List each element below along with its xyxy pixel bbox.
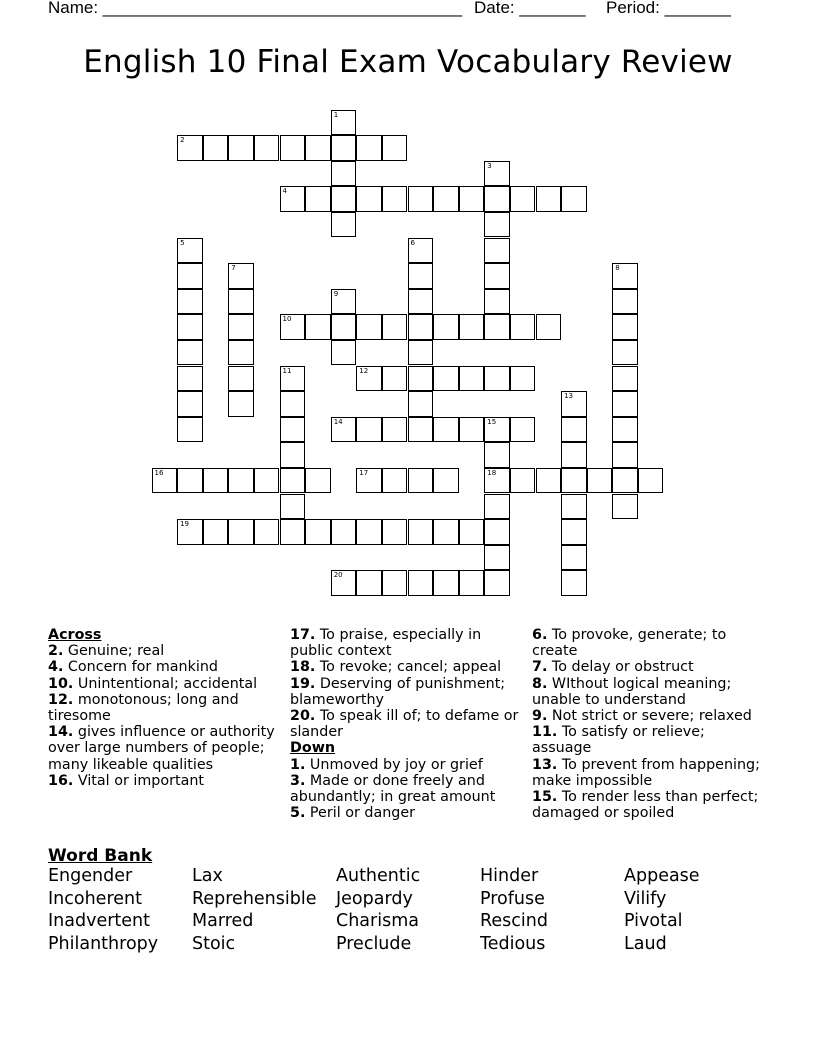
clue-number: 6 xyxy=(410,238,415,247)
clue-item: 1. Unmoved by joy or grief xyxy=(290,756,483,773)
crossword-cell[interactable] xyxy=(408,519,434,545)
crossword-cell[interactable] xyxy=(280,186,306,212)
word-bank-item: Pivotal xyxy=(624,911,683,932)
clue-number-label: 16. xyxy=(48,772,74,789)
clue-number-label: 20. xyxy=(290,708,316,725)
clue-number-label: 2. xyxy=(48,643,64,660)
crossword-cell[interactable] xyxy=(280,417,306,443)
crossword-cell[interactable] xyxy=(612,494,638,520)
crossword-cell[interactable] xyxy=(305,186,331,212)
crossword-cell[interactable] xyxy=(331,212,357,238)
crossword-cell[interactable] xyxy=(561,494,587,520)
word-bank-item: Engender xyxy=(48,866,133,886)
crossword-cell[interactable] xyxy=(459,519,485,545)
crossword-cell[interactable] xyxy=(484,263,510,289)
crossword-cell[interactable] xyxy=(280,314,306,340)
crossword-cell[interactable] xyxy=(484,468,510,494)
clue-number: 2 xyxy=(180,136,185,145)
clue-item: 8. WIthout logical meaning; unable to understand xyxy=(532,675,732,708)
crossword-cell[interactable] xyxy=(177,314,203,340)
crossword-cell[interactable] xyxy=(203,519,229,545)
clue-number: 17 xyxy=(359,468,369,477)
crossword-cell[interactable] xyxy=(484,314,510,340)
crossword-cell[interactable] xyxy=(459,570,485,596)
clue-number-label: 7. xyxy=(532,659,548,676)
crossword-cell[interactable] xyxy=(484,212,510,238)
crossword-cell[interactable] xyxy=(382,366,408,392)
crossword-cell[interactable] xyxy=(587,468,613,494)
crossword-cell[interactable] xyxy=(510,186,536,212)
crossword-cell[interactable] xyxy=(408,417,434,443)
crossword-cell[interactable] xyxy=(254,519,280,545)
crossword-cell[interactable] xyxy=(356,519,382,545)
crossword-cell[interactable] xyxy=(228,468,254,494)
crossword-cell[interactable] xyxy=(433,314,459,340)
clue-item: 4. Concern for mankind xyxy=(48,659,218,676)
clue-section-heading: Down xyxy=(290,740,336,757)
page-title: English 10 Final Exam Vocabulary Review xyxy=(83,44,733,80)
clue-item: 18. To revoke; cancel; appeal xyxy=(290,659,502,676)
crossword-cell[interactable] xyxy=(331,135,357,161)
clue-number-label: 18. xyxy=(290,659,316,676)
word-bank-item: Stoic xyxy=(192,933,236,954)
date-field[interactable]: Date: _______ xyxy=(474,0,586,17)
crossword-cell[interactable] xyxy=(177,238,203,264)
crossword-cell[interactable] xyxy=(561,442,587,468)
crossword-cell[interactable] xyxy=(561,468,587,494)
crossword-cell[interactable] xyxy=(612,289,638,315)
crossword-cell[interactable] xyxy=(203,468,229,494)
word-bank-item: Reprehensible xyxy=(192,888,317,909)
clue-number: 15 xyxy=(487,417,497,426)
clue-column-2 xyxy=(290,627,522,821)
crossword-cell[interactable] xyxy=(382,468,408,494)
crossword-cell[interactable] xyxy=(177,417,203,443)
word-bank-item: Inadvertent xyxy=(48,911,150,932)
clue-item: 12. monotonous; long and tiresome xyxy=(48,691,239,725)
clue-number: 5 xyxy=(180,238,185,247)
clue-number: 19 xyxy=(180,520,190,529)
crossword-cell[interactable] xyxy=(382,135,408,161)
clue-number: 11 xyxy=(282,366,292,375)
crossword-cell[interactable] xyxy=(408,340,434,366)
crossword-cell[interactable] xyxy=(228,391,254,417)
crossword-cell[interactable] xyxy=(612,468,638,494)
crossword-cell[interactable] xyxy=(510,366,536,392)
crossword-cell[interactable] xyxy=(484,417,510,443)
crossword-cell[interactable] xyxy=(331,289,357,315)
clue-column-3 xyxy=(532,627,764,821)
crossword-cell[interactable] xyxy=(433,417,459,443)
crossword-cell[interactable] xyxy=(177,289,203,315)
clue-number: 13 xyxy=(564,392,574,401)
crossword-cell[interactable] xyxy=(408,391,434,417)
crossword-cell[interactable] xyxy=(177,391,203,417)
crossword-cell[interactable] xyxy=(408,238,434,264)
word-bank-item: Laud xyxy=(624,933,667,954)
crossword-cell[interactable] xyxy=(280,391,306,417)
word-bank-item: Marred xyxy=(192,911,254,932)
crossword-cell[interactable] xyxy=(408,263,434,289)
crossword-cell[interactable] xyxy=(510,417,536,443)
clue-number: 10 xyxy=(282,315,292,324)
crossword-cell[interactable] xyxy=(561,391,587,417)
clue-number-label: 11. xyxy=(532,724,558,741)
clue-item: 11. To satisfy or relieve; assuage xyxy=(532,724,705,757)
crossword-cell[interactable] xyxy=(331,186,357,212)
clue-number: 9 xyxy=(333,289,339,298)
clue-number-label: 10. xyxy=(48,675,74,692)
clue-number-label: 4. xyxy=(48,659,64,676)
crossword-cell[interactable] xyxy=(356,186,382,212)
crossword-cell[interactable] xyxy=(280,494,306,520)
crossword-cell[interactable] xyxy=(459,314,485,340)
crossword-cell[interactable] xyxy=(254,135,280,161)
clue-item: 17. To praise, especially in public context xyxy=(290,627,482,660)
crossword-cell[interactable] xyxy=(510,468,536,494)
crossword-cell[interactable] xyxy=(408,366,434,392)
clue-number: 1 xyxy=(333,110,339,119)
crossword-cell[interactable] xyxy=(536,186,562,212)
crossword-cell[interactable] xyxy=(280,135,306,161)
crossword-cell[interactable] xyxy=(612,366,638,392)
crossword-cell[interactable] xyxy=(356,570,382,596)
clue-number: 14 xyxy=(333,417,343,426)
crossword-cell[interactable] xyxy=(331,161,357,187)
clue-number-label: 19. xyxy=(290,675,316,692)
clue-item: 16. Vital or important xyxy=(48,772,204,789)
clue-item: 14. gives influence or authority over large numbers of people; many likeable qualities xyxy=(48,724,275,773)
clue-number: 20 xyxy=(333,571,343,580)
clue-item: 7. To delay or obstruct xyxy=(532,659,694,676)
crossword-cell[interactable] xyxy=(536,314,562,340)
clue-number-label: 8. xyxy=(532,675,548,692)
crossword-cell[interactable] xyxy=(177,366,203,392)
name-field[interactable]: Name: ______________________________________ xyxy=(48,0,463,17)
crossword-cell[interactable] xyxy=(331,570,357,596)
clue-item: 20. To speak ill of; to defame or slander xyxy=(290,708,519,741)
crossword-cell[interactable] xyxy=(254,468,280,494)
crossword-cell[interactable] xyxy=(331,340,357,366)
clue-item: 13. To prevent from happening; make impossible xyxy=(532,756,760,789)
crossword-cell[interactable] xyxy=(280,468,306,494)
clue-number: 3 xyxy=(487,161,492,170)
clue-item: 6. To provoke, generate; to create xyxy=(532,627,727,660)
crossword-cell[interactable] xyxy=(561,519,587,545)
crossword-cell[interactable] xyxy=(408,314,434,340)
crossword-cell[interactable] xyxy=(177,263,203,289)
word-bank-item: Hinder xyxy=(480,866,539,886)
crossword-cell[interactable] xyxy=(280,519,306,545)
crossword-cell[interactable] xyxy=(356,468,382,494)
crossword-cell[interactable] xyxy=(612,263,638,289)
crossword-cell[interactable] xyxy=(612,314,638,340)
crossword-cell[interactable] xyxy=(433,570,459,596)
crossword-cell[interactable] xyxy=(331,519,357,545)
clue-number: 7 xyxy=(231,264,236,273)
crossword-cell[interactable] xyxy=(484,545,510,571)
period-field[interactable]: Period: _______ xyxy=(606,0,731,17)
crossword-cell[interactable] xyxy=(484,570,510,596)
crossword-cell[interactable] xyxy=(459,417,485,443)
crossword-cell[interactable] xyxy=(433,366,459,392)
crossword-cell[interactable] xyxy=(305,135,331,161)
crossword-cell[interactable] xyxy=(331,417,357,443)
crossword-cell[interactable] xyxy=(561,570,587,596)
crossword-cell[interactable] xyxy=(356,314,382,340)
crossword-cell[interactable] xyxy=(177,340,203,366)
clue-number: 8 xyxy=(615,264,620,273)
crossword-cell[interactable] xyxy=(228,289,254,315)
crossword-cell[interactable] xyxy=(280,366,306,392)
clue-number-label: 17. xyxy=(290,627,316,643)
clue-number: 18 xyxy=(487,468,497,477)
crossword-cell[interactable] xyxy=(484,161,510,187)
crossword-cell[interactable] xyxy=(382,186,408,212)
crossword-cell[interactable] xyxy=(331,314,357,340)
word-bank-item: Rescind xyxy=(480,911,548,932)
crossword-cell[interactable] xyxy=(612,417,638,443)
crossword-cell[interactable] xyxy=(331,110,357,136)
clue-number: 16 xyxy=(154,468,164,477)
clue-number-label: 13. xyxy=(532,756,558,773)
clue-number-label: 5. xyxy=(290,805,306,822)
crossword-cell[interactable] xyxy=(433,468,459,494)
clue-item: 10. Unintentional; accidental xyxy=(48,675,258,692)
clue-number-label: 15. xyxy=(532,789,558,806)
clue-item: 3. Made or done freely and abundantly; in great amount xyxy=(290,772,496,806)
crossword-cell[interactable] xyxy=(356,135,382,161)
crossword-cell[interactable] xyxy=(612,442,638,468)
crossword-cell[interactable] xyxy=(382,570,408,596)
crossword-cell[interactable] xyxy=(177,519,203,545)
word-bank-item: Jeopardy xyxy=(336,888,413,909)
clue-number-label: 1. xyxy=(290,756,306,773)
word-bank-item: Authentic xyxy=(336,866,421,886)
word-bank-item: Profuse xyxy=(480,888,545,909)
crossword-cell[interactable] xyxy=(356,366,382,392)
word-bank-item: Lax xyxy=(192,866,223,886)
word-bank-heading: Word Bank xyxy=(48,846,153,866)
clue-number-label: 12. xyxy=(48,691,74,708)
crossword-cell[interactable] xyxy=(152,468,178,494)
word-bank-item: Vilify xyxy=(624,888,667,909)
crossword-cell[interactable] xyxy=(228,519,254,545)
clue-item: 2. Genuine; real xyxy=(48,643,165,660)
crossword-cell[interactable] xyxy=(638,468,664,494)
word-bank-item: Incoherent xyxy=(48,888,142,909)
crossword-cell[interactable] xyxy=(484,442,510,468)
clue-section-heading: Across xyxy=(48,627,102,643)
crossword-cell[interactable] xyxy=(280,442,306,468)
crossword-cell[interactable] xyxy=(561,545,587,571)
crossword-cell[interactable] xyxy=(510,314,536,340)
crossword-cell[interactable] xyxy=(228,135,254,161)
crossword-cell[interactable] xyxy=(305,519,331,545)
crossword-cell[interactable] xyxy=(408,570,434,596)
crossword-cell[interactable] xyxy=(408,289,434,315)
crossword-cell[interactable] xyxy=(305,314,331,340)
clue-number: 12 xyxy=(359,366,369,375)
crossword-cell[interactable] xyxy=(484,519,510,545)
crossword-cell[interactable] xyxy=(382,417,408,443)
crossword-cell[interactable] xyxy=(228,314,254,340)
crossword-cell[interactable] xyxy=(408,468,434,494)
clue-item: 5. Peril or danger xyxy=(290,805,416,822)
crossword-cell[interactable] xyxy=(459,186,485,212)
crossword-cell[interactable] xyxy=(356,417,382,443)
crossword-cell[interactable] xyxy=(536,468,562,494)
crossword-cell[interactable] xyxy=(484,366,510,392)
clue-number: 4 xyxy=(282,187,287,196)
clue-number-label: 9. xyxy=(532,708,548,725)
crossword-cell[interactable] xyxy=(203,135,229,161)
crossword-cell[interactable] xyxy=(382,519,408,545)
crossword-cell[interactable] xyxy=(484,289,510,315)
crossword-cell[interactable] xyxy=(484,238,510,264)
clue-item: 15. To render less than perfect; damaged or spoiled xyxy=(532,789,759,822)
crossword-cell[interactable] xyxy=(433,519,459,545)
clue-number-label: 3. xyxy=(290,772,306,789)
clue-item: 9. Not strict or severe; relaxed xyxy=(532,708,752,725)
crossword-cell[interactable] xyxy=(484,494,510,520)
crossword-cell[interactable] xyxy=(561,417,587,443)
crossword-cell[interactable] xyxy=(305,468,331,494)
crossword-cell[interactable] xyxy=(561,186,587,212)
clue-item: 19. Deserving of punishment; blameworthy xyxy=(290,675,506,708)
clue-number-label: 14. xyxy=(48,724,74,741)
crossword-cell[interactable] xyxy=(408,186,434,212)
crossword-cell[interactable] xyxy=(228,340,254,366)
crossword-cell[interactable] xyxy=(177,135,203,161)
crossword-cell[interactable] xyxy=(612,391,638,417)
crossword-cell[interactable] xyxy=(228,263,254,289)
crossword-cell[interactable] xyxy=(612,340,638,366)
word-bank-item: Philanthropy xyxy=(48,933,159,954)
crossword-cell[interactable] xyxy=(459,366,485,392)
word-bank-item: Preclude xyxy=(336,933,412,954)
clue-column-1 xyxy=(48,627,280,789)
word-bank-item: Charisma xyxy=(336,911,419,932)
crossword-cell[interactable] xyxy=(382,314,408,340)
crossword-cell[interactable] xyxy=(433,186,459,212)
clue-number-label: 6. xyxy=(532,627,548,643)
crossword-cell[interactable] xyxy=(228,366,254,392)
crossword-cell[interactable] xyxy=(177,468,203,494)
word-bank-item: Appease xyxy=(624,866,700,886)
word-bank-item: Tedious xyxy=(480,933,546,954)
crossword-cell[interactable] xyxy=(484,186,510,212)
